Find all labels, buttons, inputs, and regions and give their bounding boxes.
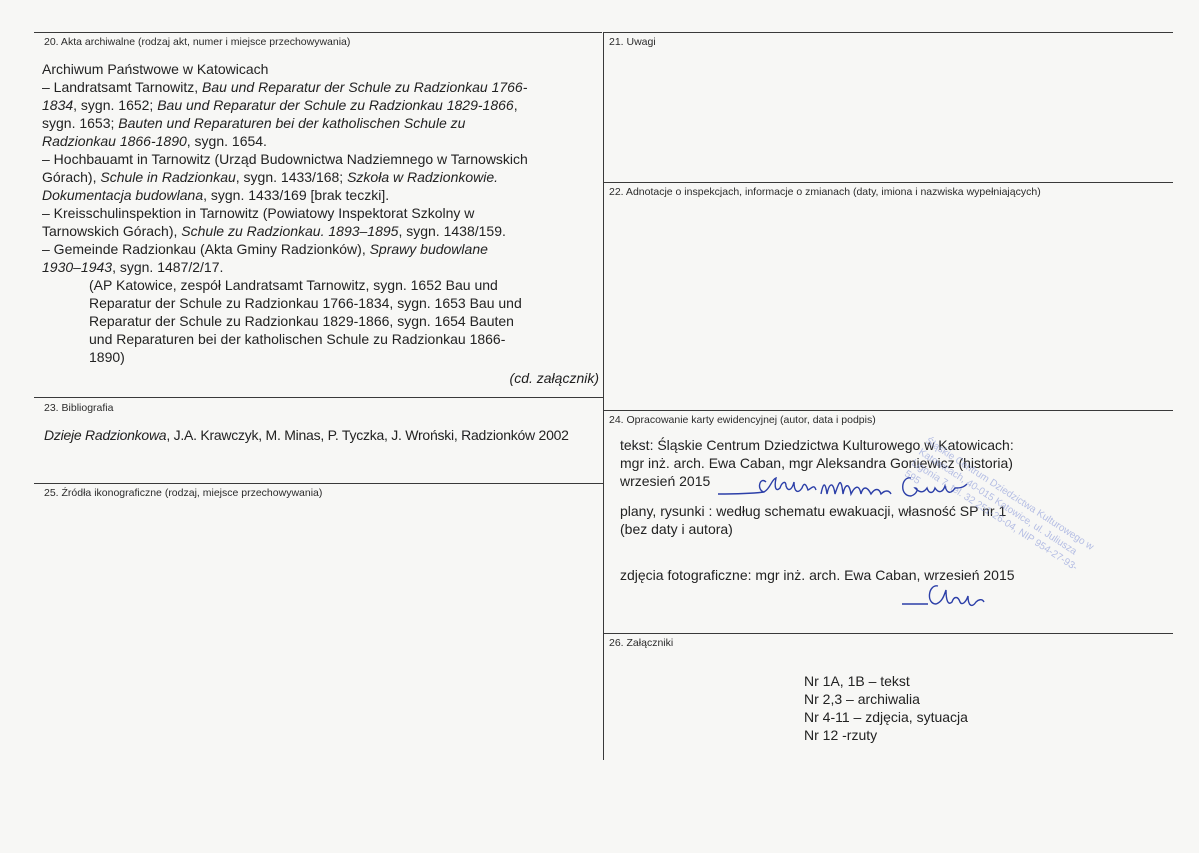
bibliography-title: Dzieje Radzionkowa (44, 427, 167, 443)
archive-name: Archiwum Państwowe w Katowicach (42, 61, 269, 77)
record-line: sygn. 1653; Bauten und Reparaturen bei der katholischen Schule zu (42, 115, 466, 131)
record-line: Radzionkau 1866-1890, sygn. 1654. (42, 133, 267, 149)
field-22-label: 22. Adnotacje o inspekcjach, informacje o zmianach (daty, imiona i nazwiska wypełniających) (609, 186, 1041, 198)
ap-citation-line: Reparatur der Schule zu Radzionkau 1766-1834, sygn. 1653 Bau und (89, 295, 522, 311)
author-line: tekst: Śląskie Centrum Dziedzictwa Kulturowego w Katowicach: (620, 437, 1014, 453)
rule-22 (604, 182, 1173, 183)
column-divider (603, 32, 604, 760)
record-line: Górach), Schule in Radzionkau, sygn. 1433/168; Szkoła w Radzionkowie. (42, 169, 499, 185)
attachment-item: Nr 1A, 1B – tekst (804, 673, 910, 689)
photos-line: zdjęcia fotograficzne: mgr inż. arch. Ewa Caban, wrzesień 2015 (620, 567, 1015, 583)
bibliography-entry (44, 426, 600, 444)
field-21-label: 21. Uwagi (609, 36, 656, 48)
record-line: – Hochbauamt in Tarnowitz (Urząd Budownictwa Nadziemnego w Tarnowskich (42, 151, 528, 167)
rule-26 (604, 633, 1173, 634)
record-line: 1930–1943, sygn. 1487/2/17. (42, 259, 224, 275)
signature-goniewicz (815, 466, 975, 508)
rule-25 (34, 483, 603, 484)
rule-23 (34, 397, 603, 398)
field-26-label: 26. Załączniki (609, 637, 674, 649)
author-line: wrzesień 2015 (620, 473, 711, 489)
attachment-item: Nr 12 -rzuty (804, 727, 878, 743)
ap-citation-line: und Reparaturen bei der katholischen Schule zu Radzionkau 1866- (89, 331, 506, 347)
signature-photos (898, 578, 988, 618)
record-line: Tarnowskich Górach), Schule zu Radzionkau. 1893–1895, sygn. 1438/159. (42, 223, 506, 239)
rule-24 (604, 410, 1173, 411)
record-line: – Gemeinde Radzionkau (Akta Gminy Radzionków), Sprawy budowlane (42, 241, 488, 257)
ap-citation-line: 1890) (89, 349, 125, 365)
top-rule-left (34, 32, 602, 33)
record-line: 1834, sygn. 1652; Bau und Reparatur der Schule zu Radzionkau 1829-1866, (42, 97, 518, 113)
ap-citation-line: (AP Katowice, zespół Landratsamt Tarnowitz, sygn. 1652 Bau und (89, 277, 498, 293)
plans-line: (bez daty i autora) (620, 521, 733, 537)
institution-stamp: Śląskie Centrum Dziedzictwa Kulturowego w Katowicach, 40-015 Katowice, ul. Juliusza Ligonia 7, tel. 32 251-26-04, NIP 954-27-93-595 (902, 435, 1096, 574)
plans-line: plany, rysunki : według schematu ewakuacji, własność SP nr 1 (620, 503, 1007, 519)
field-25-label: 25. Źródła ikonograficzne (rodzaj, miejsce przechowywania) (44, 487, 323, 499)
record-line: – Landratsamt Tarnowitz, Bau und Reparatur der Schule zu Radzionkau 1766- (42, 79, 528, 95)
attachment-item: Nr 4-11 – zdjęcia, sytuacja (804, 709, 968, 725)
author-line: mgr inż. arch. Ewa Caban, mgr Aleksandra Goniewicz (historia) (620, 455, 1013, 471)
signature-caban (716, 466, 826, 506)
record-line: Dokumentacja budowlana, sygn. 1433/169 [brak teczki]. (42, 187, 390, 203)
bibliography-details: , J.A. Krawczyk, M. Minas, P. Tyczka, J. Wroński, Radzionków 2002 (166, 427, 569, 443)
attachments-list (804, 672, 1164, 744)
archival-records-text (42, 60, 602, 366)
ap-citation-line: Reparatur der Schule zu Radzionkau 1829-1866, sygn. 1654 Bauten (89, 313, 514, 329)
record-line: – Kreisschulinspektion in Tarnowitz (Powiatowy Inspektorat Szkolny w (42, 205, 475, 221)
field-23-label: 23. Bibliografia (44, 402, 114, 414)
top-rule-right (604, 32, 1173, 33)
attachment-item: Nr 2,3 – archiwalia (804, 691, 920, 707)
continued-note: (cd. załącznik) (509, 370, 599, 386)
field-20-label: 20. Akta archiwalne (rodzaj akt, numer i miejsce przechowywania) (44, 36, 351, 48)
field-24-label: 24. Opracowanie karty ewidencyjnej (autor, data i podpis) (609, 414, 876, 426)
